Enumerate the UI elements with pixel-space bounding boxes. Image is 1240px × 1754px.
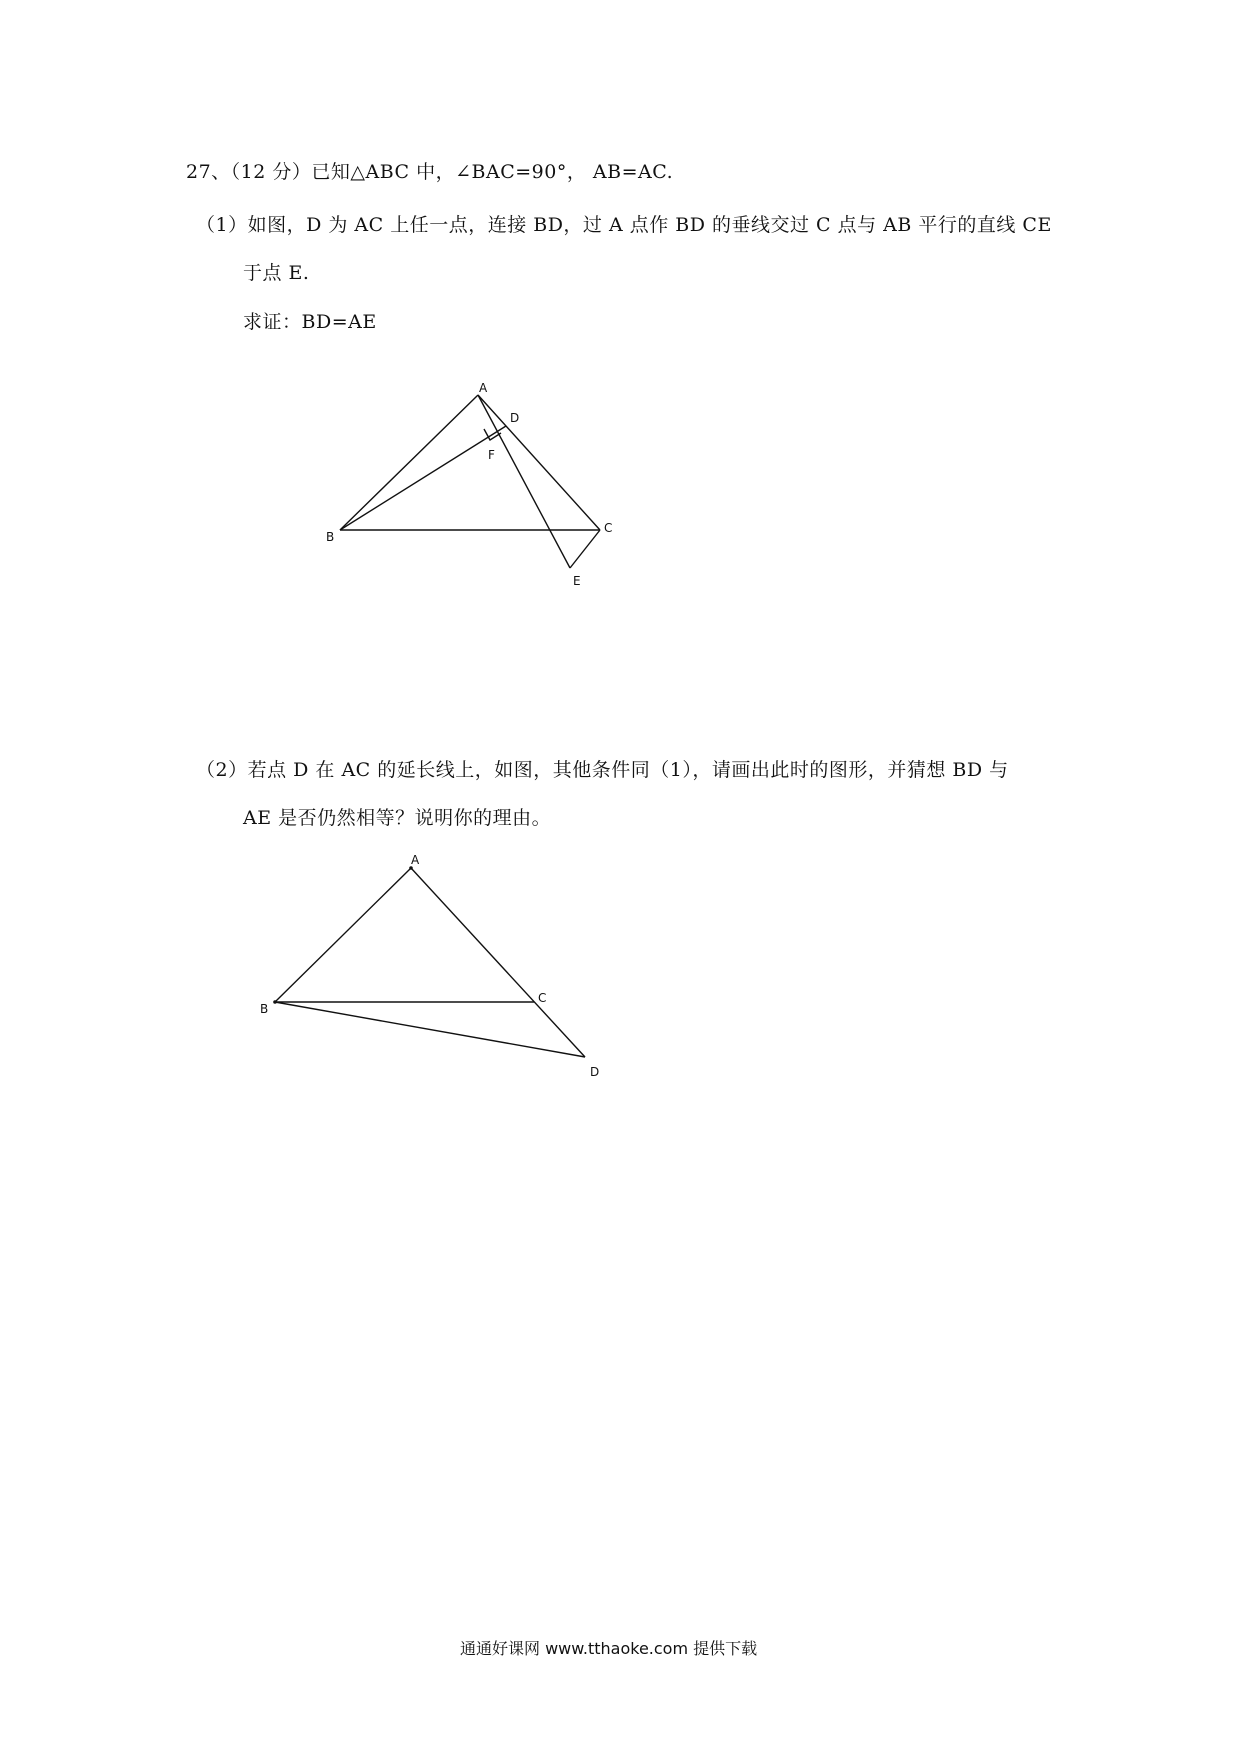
fig2-label-b: B [260,1002,269,1016]
segment-ad [411,868,585,1057]
part1-text-line2: 于点 E. [243,262,310,284]
part2-text-line1: （2）若点 D 在 AC 的延长线上，如图，其他条件同（1），请画出此时的图形，并猜想 BD 与 [196,759,1009,781]
segment-bd [275,1002,585,1057]
fig1-label-d: D [510,411,520,425]
fig1-label-b: B [326,530,335,544]
fig2-label-c: C [538,991,547,1005]
part1-prove-statement: 求证：BD=AE [243,311,377,333]
part2-text-line2: AE 是否仍然相等？说明你的理由。 [243,807,552,829]
point-b [273,1000,277,1004]
fig2-label-a: A [411,853,420,867]
fig1-label-c: C [604,521,613,535]
page-footer: 通通好课网 www.tthaoke.com 提供下载 [460,1639,758,1658]
part1-text-line1: （1）如图，D 为 AC 上任一点，连接 BD，过 A 点作 BD 的垂线交过 C 点与 AB 平行的直线 CE [196,214,1052,236]
fig1-label-a: A [479,381,488,395]
fig2-label-d: D [590,1065,600,1079]
problem-header: 27、（12 分）已知△ABC 中，∠BAC=90°， AB=AC. [186,161,674,183]
segment-ab [275,868,411,1002]
fig1-label-e: E [573,574,581,588]
fig1-label-f: F [488,448,495,462]
